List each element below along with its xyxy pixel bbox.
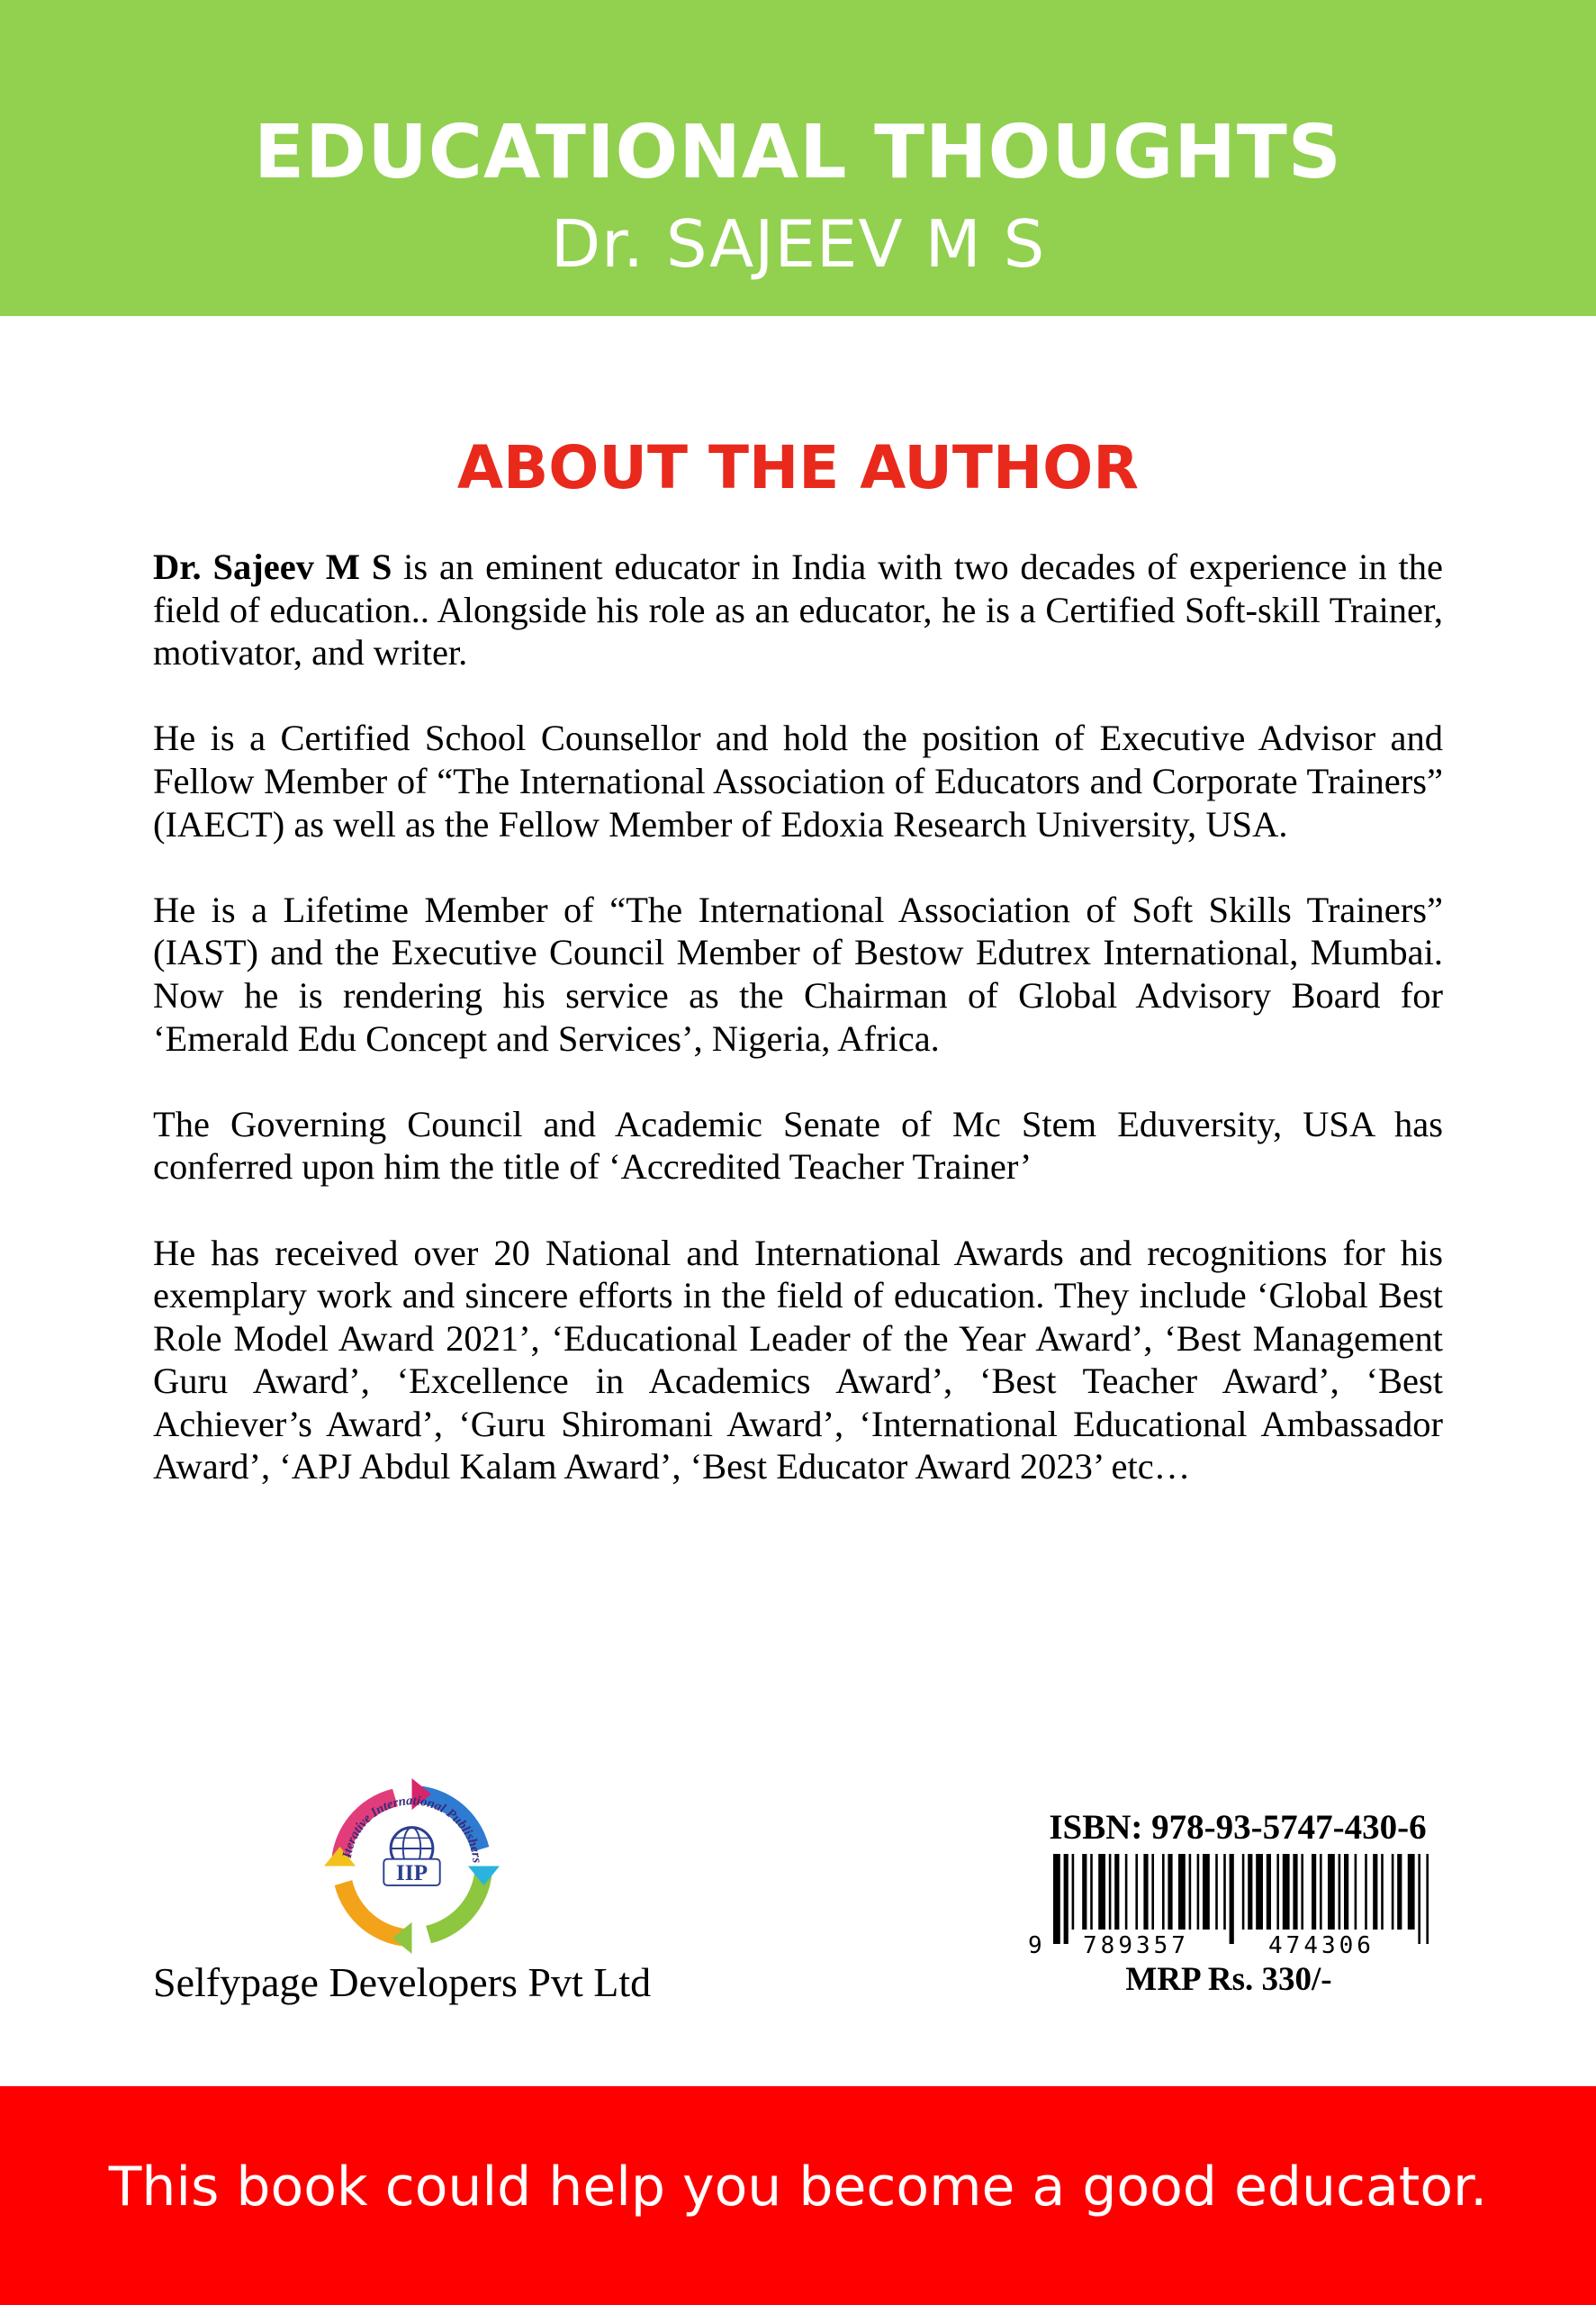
barcode-bar bbox=[1109, 1854, 1112, 1930]
barcode-bar bbox=[1293, 1854, 1297, 1930]
barcode-bar bbox=[1203, 1854, 1210, 1930]
barcode-bar bbox=[1365, 1854, 1367, 1930]
barcode-bar bbox=[1178, 1854, 1186, 1930]
barcode-bar bbox=[1230, 1854, 1234, 1944]
barcode-bar bbox=[1339, 1854, 1341, 1930]
book-title: EDUCATIONAL THOUGHTS bbox=[254, 110, 1342, 195]
barcode-bar bbox=[1248, 1854, 1252, 1930]
barcode-bar bbox=[1064, 1854, 1069, 1944]
barcode-bar bbox=[1072, 1854, 1075, 1930]
svg-text:IIP: IIP bbox=[395, 1860, 428, 1886]
isbn-label: ISBN: 978-93-5747-430-6 bbox=[1049, 1808, 1427, 1847]
publisher-name: Selfypage Developers Pvt Ltd bbox=[153, 1959, 652, 2005]
bio-paragraph-3: He is a Lifetime Member of “The International Association of Soft Skills Trainers” (IAST) and the Executive Council Member of Bestow Edutrex International, Mumbai. Now he is rendering his service as the Chairman of Global Advisory Board for ‘Emerald Edu Concept and Services’, Nigeria, Africa. bbox=[153, 889, 1443, 1059]
barcode-bar bbox=[1426, 1854, 1429, 1944]
bio-paragraph-1-text: is an eminent educator in India with two decades of experience in the field of education.. Alongside his role as an educator, he is a Certified Soft-skill Trainer, motivator, and writer. bbox=[153, 547, 1443, 673]
barcode-bar bbox=[1312, 1854, 1316, 1930]
barcode-bar bbox=[1276, 1854, 1279, 1930]
barcode-bar bbox=[1418, 1854, 1420, 1944]
barcode-bar bbox=[1373, 1854, 1377, 1930]
barcode-bar bbox=[1082, 1854, 1087, 1930]
barcode-bar bbox=[1168, 1854, 1172, 1930]
barcode-bar bbox=[1408, 1854, 1415, 1930]
barcode-bar bbox=[1320, 1854, 1322, 1930]
bio-paragraph-1 bbox=[153, 546, 1443, 674]
isbn-block bbox=[999, 1805, 1458, 2002]
barcode-bar bbox=[1162, 1854, 1165, 1930]
header-band bbox=[0, 0, 1596, 316]
barcode-bar bbox=[1223, 1854, 1226, 1930]
bio-paragraph-2: He is a Certified School Counsellor and hold the position of Executive Advisor and Fellow Member of “The International Association of Educators and Corporate Trainers” (IAECT) as well as the Fellow Member of Edoxia Research University, USA. bbox=[153, 718, 1443, 845]
bio-paragraph-4: The Governing Council and Academic Senate of Mc Stem Eduversity, USA has conferred upon him the title of ‘Accredited Teacher Trainer’ bbox=[153, 1103, 1443, 1188]
barcode-bar bbox=[1114, 1854, 1119, 1930]
barcode-bar bbox=[1189, 1854, 1192, 1930]
author-name: Dr. Sajeev M S bbox=[153, 547, 392, 587]
barcode-bar bbox=[1355, 1854, 1357, 1930]
svg-text:789357: 789357 bbox=[1083, 1932, 1189, 1957]
barcode-bar bbox=[1053, 1854, 1060, 1944]
barcode-bar bbox=[1151, 1854, 1154, 1930]
barcode-bar bbox=[1301, 1854, 1303, 1930]
barcode-bar bbox=[1283, 1854, 1290, 1930]
book-author: Dr. SAJEEV M S bbox=[550, 206, 1046, 282]
barcode-bar bbox=[1135, 1854, 1138, 1930]
barcode-bar bbox=[1344, 1854, 1348, 1930]
barcode-bar bbox=[1090, 1854, 1093, 1930]
barcode-bar bbox=[1328, 1854, 1335, 1930]
barcode-bar bbox=[1197, 1854, 1200, 1930]
svg-text:Iterative International Publis: Iterative International Publishers bbox=[339, 1794, 484, 1864]
barcode-bar bbox=[1267, 1854, 1271, 1930]
svg-text:9: 9 bbox=[1028, 1932, 1042, 1957]
barcode-bar bbox=[1381, 1854, 1384, 1930]
svg-text:474306: 474306 bbox=[1268, 1932, 1375, 1957]
author-bio bbox=[153, 546, 1443, 1532]
footer-band bbox=[0, 2086, 1596, 2305]
barcode-bar bbox=[1242, 1854, 1245, 1930]
barcode-bar bbox=[1392, 1854, 1394, 1930]
bio-paragraph-5: He has received over 20 National and International Awards and recognitions for his exemplary work and sincere efforts in the field of education. They include ‘Global Best Role Model Award 2021’, ‘Educational Leader of the Year Award’, ‘Best Management Guru Award’, ‘Excellence in Academics Award’, ‘Best Teacher Award’, ‘Best Achiever’s Award’, ‘Guru Shiromani Award’, ‘International Educational Ambassador Award’, ‘APJ Abdul Kalam Award’, ‘Best Educator Award 2023’ etc… bbox=[153, 1232, 1443, 1487]
barcode-bar bbox=[1397, 1854, 1402, 1930]
barcode-bar bbox=[1215, 1854, 1218, 1930]
mrp-price: MRP Rs. 330/- bbox=[1125, 1961, 1332, 1998]
barcode-bar bbox=[1143, 1854, 1148, 1930]
barcode-icon bbox=[1021, 1854, 1437, 1957]
about-heading: ABOUT THE AUTHOR bbox=[456, 433, 1140, 502]
iip-publisher-logo-icon bbox=[324, 1778, 500, 1954]
barcode-bar bbox=[1256, 1854, 1263, 1930]
footer-tagline: This book could help you become a good educator. bbox=[108, 2156, 1488, 2219]
barcode-bar bbox=[1125, 1854, 1128, 1930]
barcode-bar bbox=[1098, 1854, 1105, 1930]
